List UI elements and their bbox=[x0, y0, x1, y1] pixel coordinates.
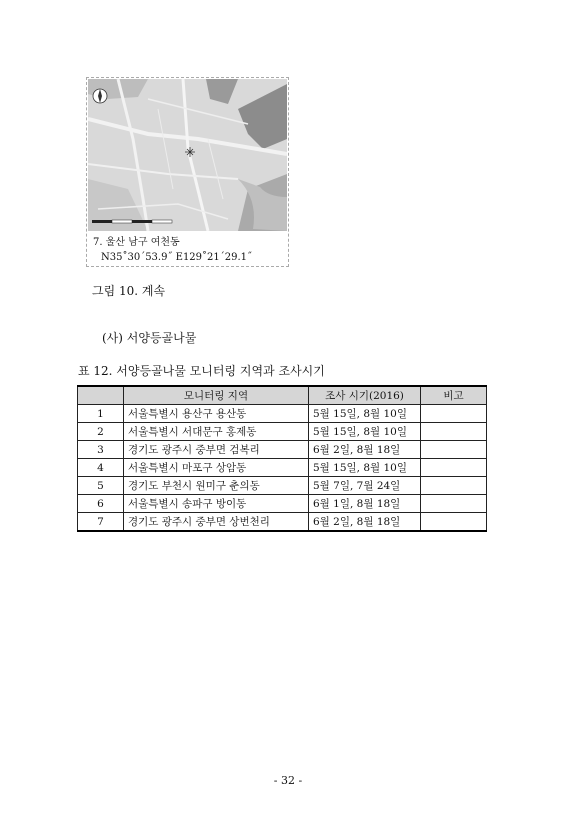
map-caption-location: 7. 울산 남구 여천동 bbox=[93, 237, 180, 248]
cell-period: 5월 15일, 8월 10일 bbox=[309, 459, 421, 477]
section-heading: (사) 서양등골나물 bbox=[102, 331, 197, 345]
cell-period: 5월 15일, 8월 10일 bbox=[309, 405, 421, 423]
cell-note bbox=[421, 459, 487, 477]
cell-region: 서울특별시 송파구 방이동 bbox=[124, 495, 309, 513]
table-row bbox=[78, 441, 487, 459]
header-note: 비고 bbox=[421, 386, 487, 405]
cell-note bbox=[421, 513, 487, 532]
header-region: 모니터링 지역 bbox=[124, 386, 309, 405]
cell-period: 6월 2일, 8월 18일 bbox=[309, 441, 421, 459]
map-caption-coordinates: N35˚30´53.9˝ E129˚21´29.1˝ bbox=[101, 252, 253, 263]
table-row bbox=[78, 495, 487, 513]
cell-number: 2 bbox=[78, 423, 124, 441]
header-period: 조사 시기(2016) bbox=[309, 386, 421, 405]
table-caption: 표 12. 서양등골나물 모니터링 지역과 조사시기 bbox=[78, 364, 325, 378]
cell-note bbox=[421, 441, 487, 459]
table-row bbox=[78, 423, 487, 441]
cell-period: 5월 7일, 7월 24일 bbox=[309, 477, 421, 495]
cell-number: 5 bbox=[78, 477, 124, 495]
cell-note bbox=[421, 477, 487, 495]
location-map-image bbox=[88, 79, 287, 231]
header-number bbox=[78, 386, 124, 405]
table-row bbox=[78, 405, 487, 423]
cell-period: 6월 2일, 8월 18일 bbox=[309, 513, 421, 532]
cell-region: 경기도 부천시 원미구 춘의동 bbox=[124, 477, 309, 495]
cell-number: 4 bbox=[78, 459, 124, 477]
cell-period: 6월 1일, 8월 18일 bbox=[309, 495, 421, 513]
cell-note bbox=[421, 495, 487, 513]
page-number: - 32 - bbox=[273, 774, 303, 787]
cell-region: 경기도 광주시 중부면 상번천리 bbox=[124, 513, 309, 532]
map-caption bbox=[93, 235, 252, 265]
table-header-row bbox=[78, 386, 487, 405]
cell-region: 경기도 광주시 중부면 검복리 bbox=[124, 441, 309, 459]
table-row bbox=[78, 513, 487, 532]
cell-number: 1 bbox=[78, 405, 124, 423]
cell-number: 7 bbox=[78, 513, 124, 532]
cell-region: 서울특별시 용산구 용산동 bbox=[124, 405, 309, 423]
cell-number: 6 bbox=[78, 495, 124, 513]
map-figure bbox=[86, 77, 289, 267]
cell-region: 서울특별시 마포구 상암동 bbox=[124, 459, 309, 477]
cell-note bbox=[421, 405, 487, 423]
table-row bbox=[78, 459, 487, 477]
table-row bbox=[78, 477, 487, 495]
monitoring-table bbox=[77, 385, 487, 532]
cell-period: 5월 15일, 8월 10일 bbox=[309, 423, 421, 441]
cell-region: 서울특별시 서대문구 홍제동 bbox=[124, 423, 309, 441]
cell-note bbox=[421, 423, 487, 441]
figure-caption: 그림 10. 계속 bbox=[92, 284, 166, 298]
cell-number: 3 bbox=[78, 441, 124, 459]
